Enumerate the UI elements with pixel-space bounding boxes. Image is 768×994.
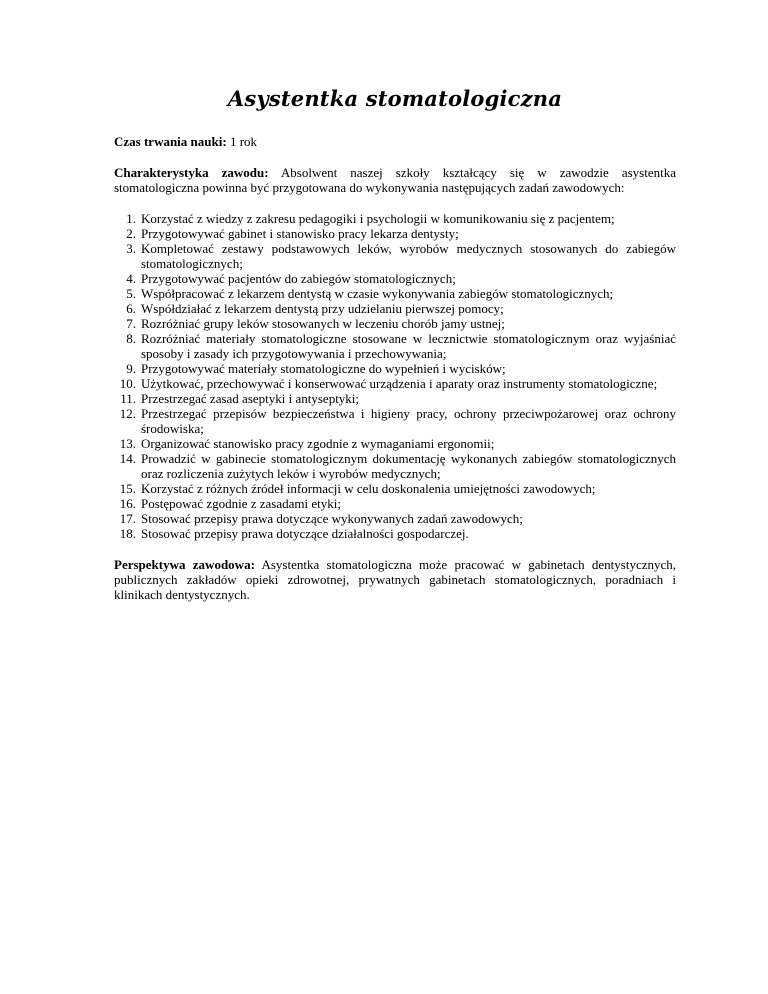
task-list-item [114, 436, 676, 451]
task-list [114, 211, 676, 541]
task-number: 16. [119, 496, 136, 511]
task-list-item [114, 406, 676, 436]
task-list-item [114, 271, 676, 286]
task-text: Współpracować z lekarzem dentystą w czasie wykonywania zabiegów stomatologicznych; [141, 286, 614, 301]
task-text: Przestrzegać zasad aseptyki i antyseptyki; [141, 391, 360, 406]
task-number: 15. [119, 481, 136, 496]
task-number: 17. [119, 511, 136, 526]
task-list-item [114, 511, 676, 526]
task-text: Rozróżniać grupy leków stosowanych w leczeniu chorób jamy ustnej; [141, 316, 505, 331]
task-list-item [114, 451, 676, 481]
task-list-item [114, 496, 676, 511]
characteristics-paragraph [114, 165, 676, 195]
perspective-label: Perspektywa zawodowa: [114, 557, 255, 572]
task-text: Przestrzegać przepisów bezpieczeństwa i higieny pracy, ochrony przeciwpożarowej oraz ochrony środowiska; [141, 406, 676, 436]
task-list-item [114, 376, 676, 391]
task-list-item [114, 226, 676, 241]
task-number: 11. [120, 391, 136, 406]
task-list-item [114, 211, 676, 226]
document-page [114, 86, 676, 602]
task-number: 9. [126, 361, 136, 376]
task-list-item [114, 526, 676, 541]
task-text: Stosować przepisy prawa dotyczące wykonywanych zadań zawodowych; [141, 511, 523, 526]
task-text: Kompletować zestawy podstawowych leków, wyrobów medycznych stosowanych do zabiegów stomatologicznych; [141, 241, 676, 271]
task-text: Przygotowywać materiały stomatologiczne do wypełnień i wycisków; [141, 361, 506, 376]
task-number: 7. [126, 316, 136, 331]
task-list-item [114, 361, 676, 376]
task-text: Przygotowywać pacjentów do zabiegów stomatologicznych; [141, 271, 456, 286]
task-number: 2. [126, 226, 136, 241]
perspective-paragraph [114, 557, 676, 602]
duration-label: Czas trwania nauki: [114, 134, 227, 149]
task-list-item [114, 241, 676, 271]
task-number: 10. [119, 376, 136, 391]
task-text: Rozróżniać materiały stomatologiczne stosowane w lecznictwie stomatologicznym oraz wyjaśniać sposoby i zasady ich przygotowywania i przechowywania; [141, 331, 676, 361]
task-text: Stosować przepisy prawa dotyczące działalności gospodarczej. [141, 526, 469, 541]
task-number: 12. [119, 406, 136, 421]
task-number: 1. [126, 211, 136, 226]
characteristics-text: Absolwent naszej szkoły kształcący się w zawodzie asystentka stomatologiczna powinna być przygotowana do wykonywania następujących zadań zawodowych: [114, 165, 676, 195]
task-number: 8. [126, 331, 136, 346]
task-text: Korzystać z wiedzy z zakresu pedagogiki i psychologii w komunikowaniu się z pacjentem; [141, 211, 615, 226]
task-list-item [114, 301, 676, 316]
task-text: Korzystać z różnych źródeł informacji w celu doskonalenia umiejętności zawodowych; [141, 481, 596, 496]
task-list-item [114, 286, 676, 301]
duration-value: 1 rok [226, 134, 258, 149]
task-list-item [114, 331, 676, 361]
duration-paragraph [114, 134, 676, 149]
task-list-item [114, 481, 676, 496]
task-number: 5. [126, 286, 136, 301]
task-text: Użytkować, przechowywać i konserwować urządzenia i aparaty oraz instrumenty stomatologiczne; [141, 376, 658, 391]
task-number: 6. [126, 301, 136, 316]
task-number: 18. [119, 526, 136, 541]
task-number: 3. [126, 241, 136, 256]
task-text: Organizować stanowisko pracy zgodnie z wymaganiami ergonomii; [141, 436, 495, 451]
task-text: Postępować zgodnie z zasadami etyki; [141, 496, 341, 511]
document-title: Asystentka stomatologiczna [227, 86, 563, 111]
task-text: Prowadzić w gabinecie stomatologicznym dokumentację wykonanych zabiegów stomatologicznych oraz rozliczenia zużytych leków i wyrobów medycznych; [141, 451, 676, 481]
perspective-text: Asystentka stomatologiczna może pracować w gabinetach dentystycznych, publicznych zakładów opieki zdrowotnej, prywatnych gabinetach stomatologicznych, poradniach i klinikach dentystycznych. [114, 557, 677, 602]
task-list-item [114, 391, 676, 406]
task-text: Współdziałać z lekarzem dentystą przy udzielaniu pierwszej pomocy; [141, 301, 504, 316]
characteristics-label: Charakterystyka zawodu: [114, 165, 269, 180]
task-number: 14. [119, 451, 136, 466]
task-number: 4. [126, 271, 136, 286]
task-text: Przygotowywać gabinet i stanowisko pracy lekarza dentysty; [141, 226, 459, 241]
task-number: 13. [119, 436, 136, 451]
task-list-item [114, 316, 676, 331]
